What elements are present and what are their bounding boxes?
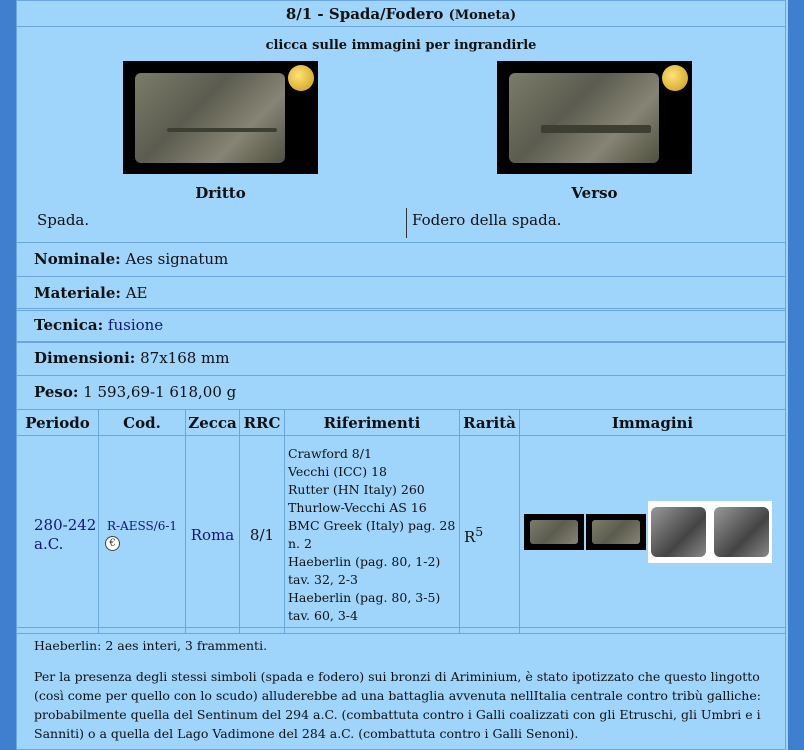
reference-item: BMC Greek (Italy) pag. 28 n. 2: [288, 517, 456, 551]
obverse-label: Dritto: [195, 184, 246, 202]
rrc-value: 8/1: [240, 436, 285, 634]
notes-paragraph: Per la presenza degli stessi simboli (spada e fodero) sui bronzi di Ariminium, è stato ipotizzato che questo lingotto (così come per quello con lo scudo) alluderebbe ad una battaglia avvenuta nellItalia centrale contro tribù galliche: probabilmente quella del Sentinum del 294 a.C. (combattuta contro i Galli coalizzati con gli Etruschi, gli Umbri e i Sanniti) o a quella del Lago Vadimone del 284 a.C. (combattuta contro i Galli Senoni).: [34, 669, 761, 741]
periodo-link[interactable]: 280-242 a.C.: [17, 436, 99, 634]
catalog-table: [16, 409, 786, 634]
dimensioni-label: Dimensioni:: [34, 349, 136, 367]
notes-section: [16, 627, 786, 750]
page-title: [16, 0, 786, 27]
thumbnail-drawing[interactable]: [648, 501, 772, 563]
reverse-label: Verso: [571, 184, 618, 202]
coin-images-section: [16, 26, 786, 243]
enlarge-hint: clicca sulle immagini per ingrandirle: [265, 38, 537, 53]
euro-icon[interactable]: €: [105, 536, 120, 551]
notes-paragraph: Haeberlin: 2 aes interi, 3 frammenti.: [34, 638, 268, 653]
reverse-image[interactable]: [497, 61, 692, 174]
header-rrc: RRC: [240, 410, 285, 436]
materiale-value: AE: [125, 284, 148, 302]
title-tag: (Moneta): [448, 8, 517, 23]
rarity-superscript: 5: [475, 523, 484, 539]
materiale-row: [16, 276, 786, 311]
reference-item: Thurlow-Vecchi AS 16: [288, 499, 427, 515]
images-cell: [520, 436, 786, 634]
obverse-description: Spada.: [37, 211, 90, 229]
rarity-value: R: [464, 527, 476, 546]
peso-row: [16, 375, 786, 410]
dimensioni-value: 87x168 mm: [140, 349, 230, 367]
reference-item: Haeberlin (pag. 80, 1-2) tav. 32, 2-3: [288, 553, 441, 587]
peso-value: 1 593,69-1 618,00 g: [83, 383, 237, 401]
header-riferimenti: Riferimenti: [285, 410, 460, 436]
tecnica-label: Tecnica:: [34, 316, 104, 334]
thumbnail-reverse[interactable]: [586, 514, 646, 550]
header-cod: Cod.: [99, 410, 186, 436]
header-immagini: Immagini: [520, 410, 786, 436]
thumbnail-obverse[interactable]: [524, 514, 584, 550]
tecnica-link[interactable]: fusione: [107, 316, 164, 334]
cod-cell: [99, 436, 186, 634]
reference-item: Crawford 8/1: [288, 445, 372, 461]
nominale-row: [16, 242, 786, 277]
gold-seal-icon: [662, 65, 688, 91]
nominale-value: Aes signatum: [125, 250, 229, 268]
header-rarita: Rarità: [460, 410, 520, 436]
header-periodo: Periodo: [17, 410, 99, 436]
table-row: [17, 436, 786, 634]
obverse-image[interactable]: [123, 61, 318, 174]
materiale-label: Materiale:: [34, 284, 121, 302]
zecca-link[interactable]: Roma: [186, 436, 240, 634]
reverse-description: Fodero della spada.: [412, 211, 562, 229]
reference-item: Rutter (HN Italy) 260: [288, 481, 425, 497]
nominale-label: Nominale:: [34, 250, 121, 268]
cod-link[interactable]: R-AESS/6-1: [106, 518, 178, 533]
coin-page: [16, 0, 788, 750]
dimensioni-row: [16, 341, 786, 376]
reference-item: Vecchi (ICC) 18: [288, 463, 387, 479]
divider: [406, 208, 407, 238]
references-list: [285, 436, 460, 634]
peso-label: Peso:: [34, 383, 79, 401]
tecnica-row: [16, 308, 786, 343]
title-main: 8/1 - Spada/Fodero: [285, 5, 444, 23]
reference-item: Haeberlin (pag. 80, 3-5) tav. 60, 3-4: [288, 589, 441, 623]
rarity-cell: [460, 436, 520, 634]
gold-seal-icon: [288, 65, 314, 91]
header-zecca: Zecca: [186, 410, 240, 436]
